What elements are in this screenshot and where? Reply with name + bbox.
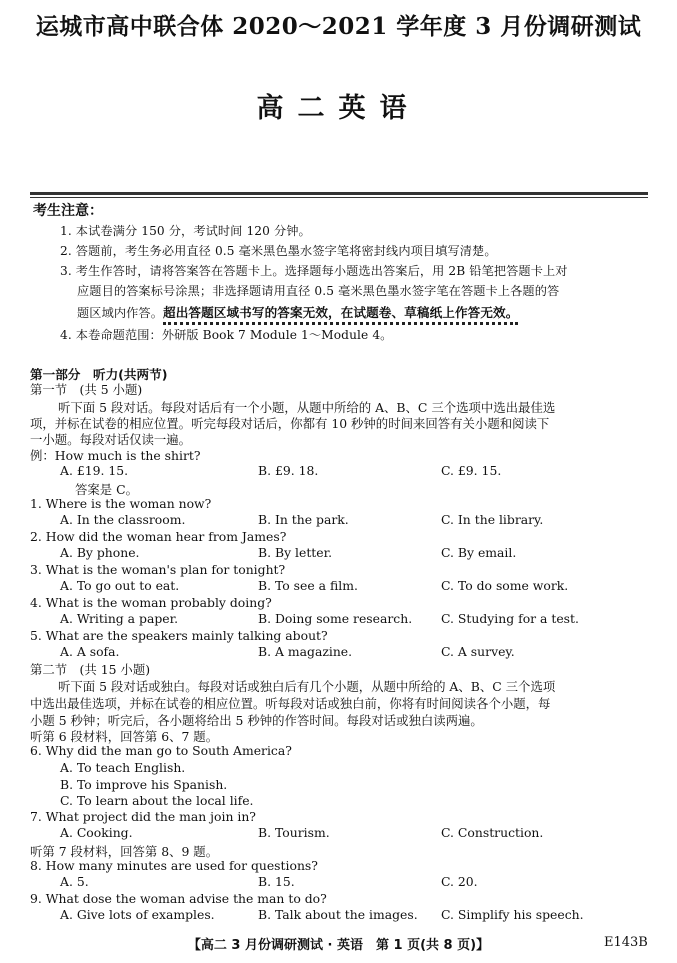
question-2: 2. How did the woman hear from James? — [30, 529, 287, 544]
notice-line-1: 1. 本试卷满分 150 分，考试时间 120 分钟。 — [60, 224, 311, 238]
notice-heading: 考生注意： — [33, 203, 103, 219]
question-4-option-b: B. Doing some research. — [258, 611, 413, 626]
section1-instructions-1: 听下面 5 段对话。每段对话后有一个小题，从题中所给的 A、B、C 三个选项中选出最佳选 — [58, 400, 556, 415]
question-4-option-c: C. Studying for a test. — [441, 611, 579, 626]
material-6-note: 听第 6 段材料，回答第 6、7 题。 — [30, 729, 219, 744]
question-7-option-c: C. Construction. — [441, 825, 544, 840]
question-7: 7. What project did the man join in? — [30, 809, 256, 824]
subject-title: 高二英语 — [256, 93, 421, 124]
section2-heading: 第二节 (共 15 小题) — [30, 662, 151, 677]
question-5-option-b: B. A magazine. — [258, 644, 353, 659]
question-7-option-b: B. Tourism. — [258, 825, 330, 840]
example-option-a: A. £19. 15. — [60, 463, 129, 478]
question-2-option-c: C. By email. — [441, 545, 517, 560]
question-5-option-c: C. A survey. — [441, 644, 515, 659]
example-option-b: B. £9. 18. — [258, 463, 319, 478]
notice-line-3c-plain: 题区域内作答。 — [77, 306, 164, 320]
material-7-note: 听第 7 段材料，回答第 8、9 题。 — [30, 844, 219, 859]
exam-code: E143B — [604, 935, 648, 950]
notice-line-3b: 应题目的答案标号涂黑；非选择题请用直径 0.5 毫米黑色墨水签字笔在答题卡上各题的答 — [77, 284, 560, 298]
example-answer: 答案是 C。 — [75, 482, 138, 497]
question-9: 9. What dose the woman advise the man to do? — [30, 891, 327, 906]
question-2-option-b: B. By letter. — [258, 545, 333, 560]
section2-instructions-3: 小题 5 秒钟；听完后，各小题将给出 5 秒钟的作答时间。每段对话或独白读两遍。 — [30, 713, 483, 728]
question-9-option-a: A. Give lots of examples. — [60, 907, 215, 922]
question-6-option-b: B. To improve his Spanish. — [60, 777, 228, 792]
question-9-option-b: B. Talk about the images. — [258, 907, 418, 922]
section2-instructions-1: 听下面 5 段对话或独白。每段对话或独白后有几个小题，从题中所给的 A、B、C 三个选项 — [58, 679, 556, 694]
question-5: 5. What are the speakers mainly talking about? — [30, 628, 328, 643]
question-9-option-c: C. Simplify his speech. — [441, 907, 584, 922]
header-divider-thin — [30, 197, 648, 198]
question-1-option-a: A. In the classroom. — [60, 512, 186, 527]
question-6-option-c: C. To learn about the local life. — [60, 793, 254, 808]
question-1: 1. Where is the woman now? — [30, 496, 212, 511]
notice-line-3c — [77, 302, 518, 321]
notice-line-3c-emphasis: 超出答题区域书写的答案无效，在试题卷、草稿纸上作答无效。 — [163, 305, 518, 325]
question-5-option-a: A. A sofa. — [60, 644, 120, 659]
question-8: 8. How many minutes are used for questions? — [30, 858, 318, 873]
question-1-option-c: C. In the library. — [441, 512, 544, 527]
question-8-option-c: C. 20. — [441, 874, 478, 889]
section1-heading: 第一节 (共 5 小题) — [30, 382, 143, 397]
question-2-option-a: A. By phone. — [60, 545, 140, 560]
part1-heading: 第一部分 听力(共两节) — [30, 367, 168, 382]
question-6-option-a: A. To teach English. — [60, 760, 186, 775]
question-3-option-b: B. To see a film. — [258, 578, 358, 593]
question-3-option-a: A. To go out to eat. — [60, 578, 180, 593]
question-4-option-a: A. Writing a paper. — [60, 611, 179, 626]
section2-instructions-2: 中选出最佳选项，并标在试卷的相应位置。听每段对话或独白前，你将有时间阅读各个小题，每 — [30, 696, 551, 711]
question-4: 4. What is the woman probably doing? — [30, 595, 272, 610]
notice-line-2: 2. 答题前，考生务必用直径 0.5 毫米黑色墨水签字笔将密封线内项目填写清楚。 — [60, 244, 497, 258]
question-1-option-b: B. In the park. — [258, 512, 349, 527]
page-footer: 【高二 3 月份调研测试 · 英语 第 1 页(共 8 页)】 — [187, 938, 490, 953]
section1-instructions-2: 项，并标在试卷的相应位置。听完每段对话后，你都有 10 秒钟的时间来回答有关小题和阅读下 — [30, 416, 550, 431]
example-option-c: C. £9. 15. — [441, 463, 502, 478]
header-divider-thick — [30, 192, 648, 195]
example-question: 例：How much is the shirt? — [30, 448, 201, 463]
exam-title: 运城市高中联合体 2020～2021 学年度 3 月份调研测试 — [35, 13, 642, 40]
question-7-option-a: A. Cooking. — [60, 825, 133, 840]
question-3-option-c: C. To do some work. — [441, 578, 569, 593]
question-8-option-b: B. 15. — [258, 874, 295, 889]
section1-instructions-3: 一小题。每段对话仅读一遍。 — [30, 432, 192, 447]
question-3: 3. What is the woman's plan for tonight? — [30, 562, 286, 577]
notice-line-3a: 3. 考生作答时，请将答案答在答题卡上。选择题每小题选出答案后，用 2B 铅笔把答题卡上对 — [60, 264, 568, 278]
notice-line-4: 4. 本卷命题范围：外研版 Book 7 Module 1～Module 4。 — [60, 328, 393, 342]
question-8-option-a: A. 5. — [60, 874, 89, 889]
question-6: 6. Why did the man go to South America? — [30, 743, 292, 758]
